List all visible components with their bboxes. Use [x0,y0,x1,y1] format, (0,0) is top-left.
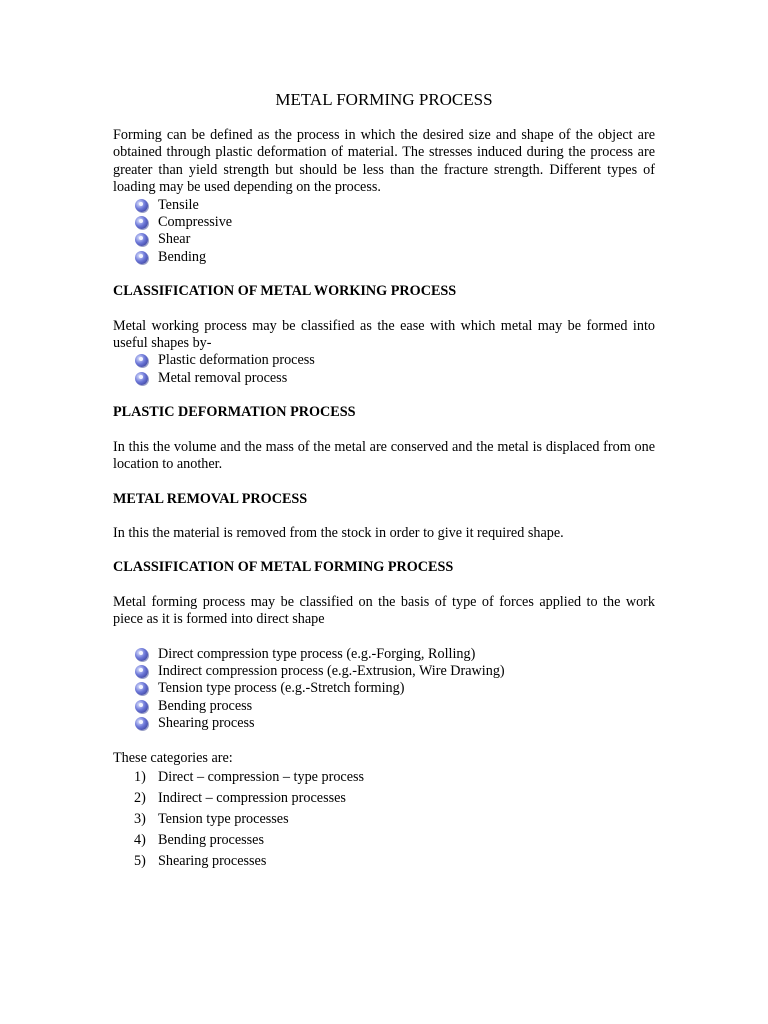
metal-removal-paragraph: In this the material is removed from the stock in order to give it required shape. [113,524,564,541]
list-item: Tension type process (e.g.-Stretch forming) [135,680,655,697]
bullet-icon [135,216,148,229]
list-item: Bending [135,249,655,266]
bullet-icon [135,682,148,695]
section-heading-plastic-deformation: PLASTIC DEFORMATION PROCESS [113,404,356,421]
bullet-icon [135,717,148,730]
list-item: Shearing process [135,715,655,732]
bullet-icon [135,665,148,678]
bullet-icon [135,372,148,385]
categories-list [113,767,655,872]
list-item: Indirect compression process (e.g.-Extrusion, Wire Drawing) [135,663,655,680]
bullet-icon [135,233,148,246]
classification-forming-paragraph: Metal forming process may be classified on the basis of type of forces applied to the work piece as it is formed into direct shape [113,593,655,628]
intro-paragraph: Forming can be defined as the process in which the desired size and shape of the object are obtained through plastic deformation of material. The stresses induced during the process are greater than yield strength but should be less than the fracture strength. Different types of loading may be used depending on the process. [113,127,655,196]
list-item: Shear [135,231,655,248]
bullet-icon [135,251,148,264]
section-heading-classification-working: CLASSIFICATION OF METAL WORKING PROCESS [113,283,457,300]
list-item: 1) Direct – compression – type process [134,768,365,785]
list-item: Compressive [135,214,655,231]
list-item: 3) Tension type processes [134,810,289,827]
list-item: Bending process [135,698,655,715]
plastic-deformation-paragraph: In this the volume and the mass of the metal are conserved and the metal is displaced from one location to another. [113,438,655,473]
list-item: Plastic deformation process [135,352,655,369]
list-item: Tensile [135,197,655,214]
bullet-icon [135,648,148,661]
working-process-list [113,352,655,387]
categories-intro: These categories are: [113,749,233,766]
list-item: Metal removal process [135,370,655,387]
page-title: METAL FORMING PROCESS [275,90,493,109]
section-heading-metal-removal: METAL REMOVAL PROCESS [113,490,308,507]
list-item: 5) Shearing processes [134,852,267,869]
bullet-icon [135,199,148,212]
section-heading-classification-forming: CLASSIFICATION OF METAL FORMING PROCESS [113,559,454,576]
list-item: 2) Indirect – compression processes [134,789,346,806]
loading-types-list [113,197,655,267]
bullet-icon [135,700,148,713]
list-item: Direct compression type process (e.g.-Forging, Rolling) [135,646,655,663]
list-item: 4) Bending processes [134,831,264,848]
bullet-icon [135,354,148,367]
classification-working-paragraph: Metal working process may be classified as the ease with which metal may be formed into useful shapes by- [113,317,655,352]
forming-process-list [113,646,655,733]
